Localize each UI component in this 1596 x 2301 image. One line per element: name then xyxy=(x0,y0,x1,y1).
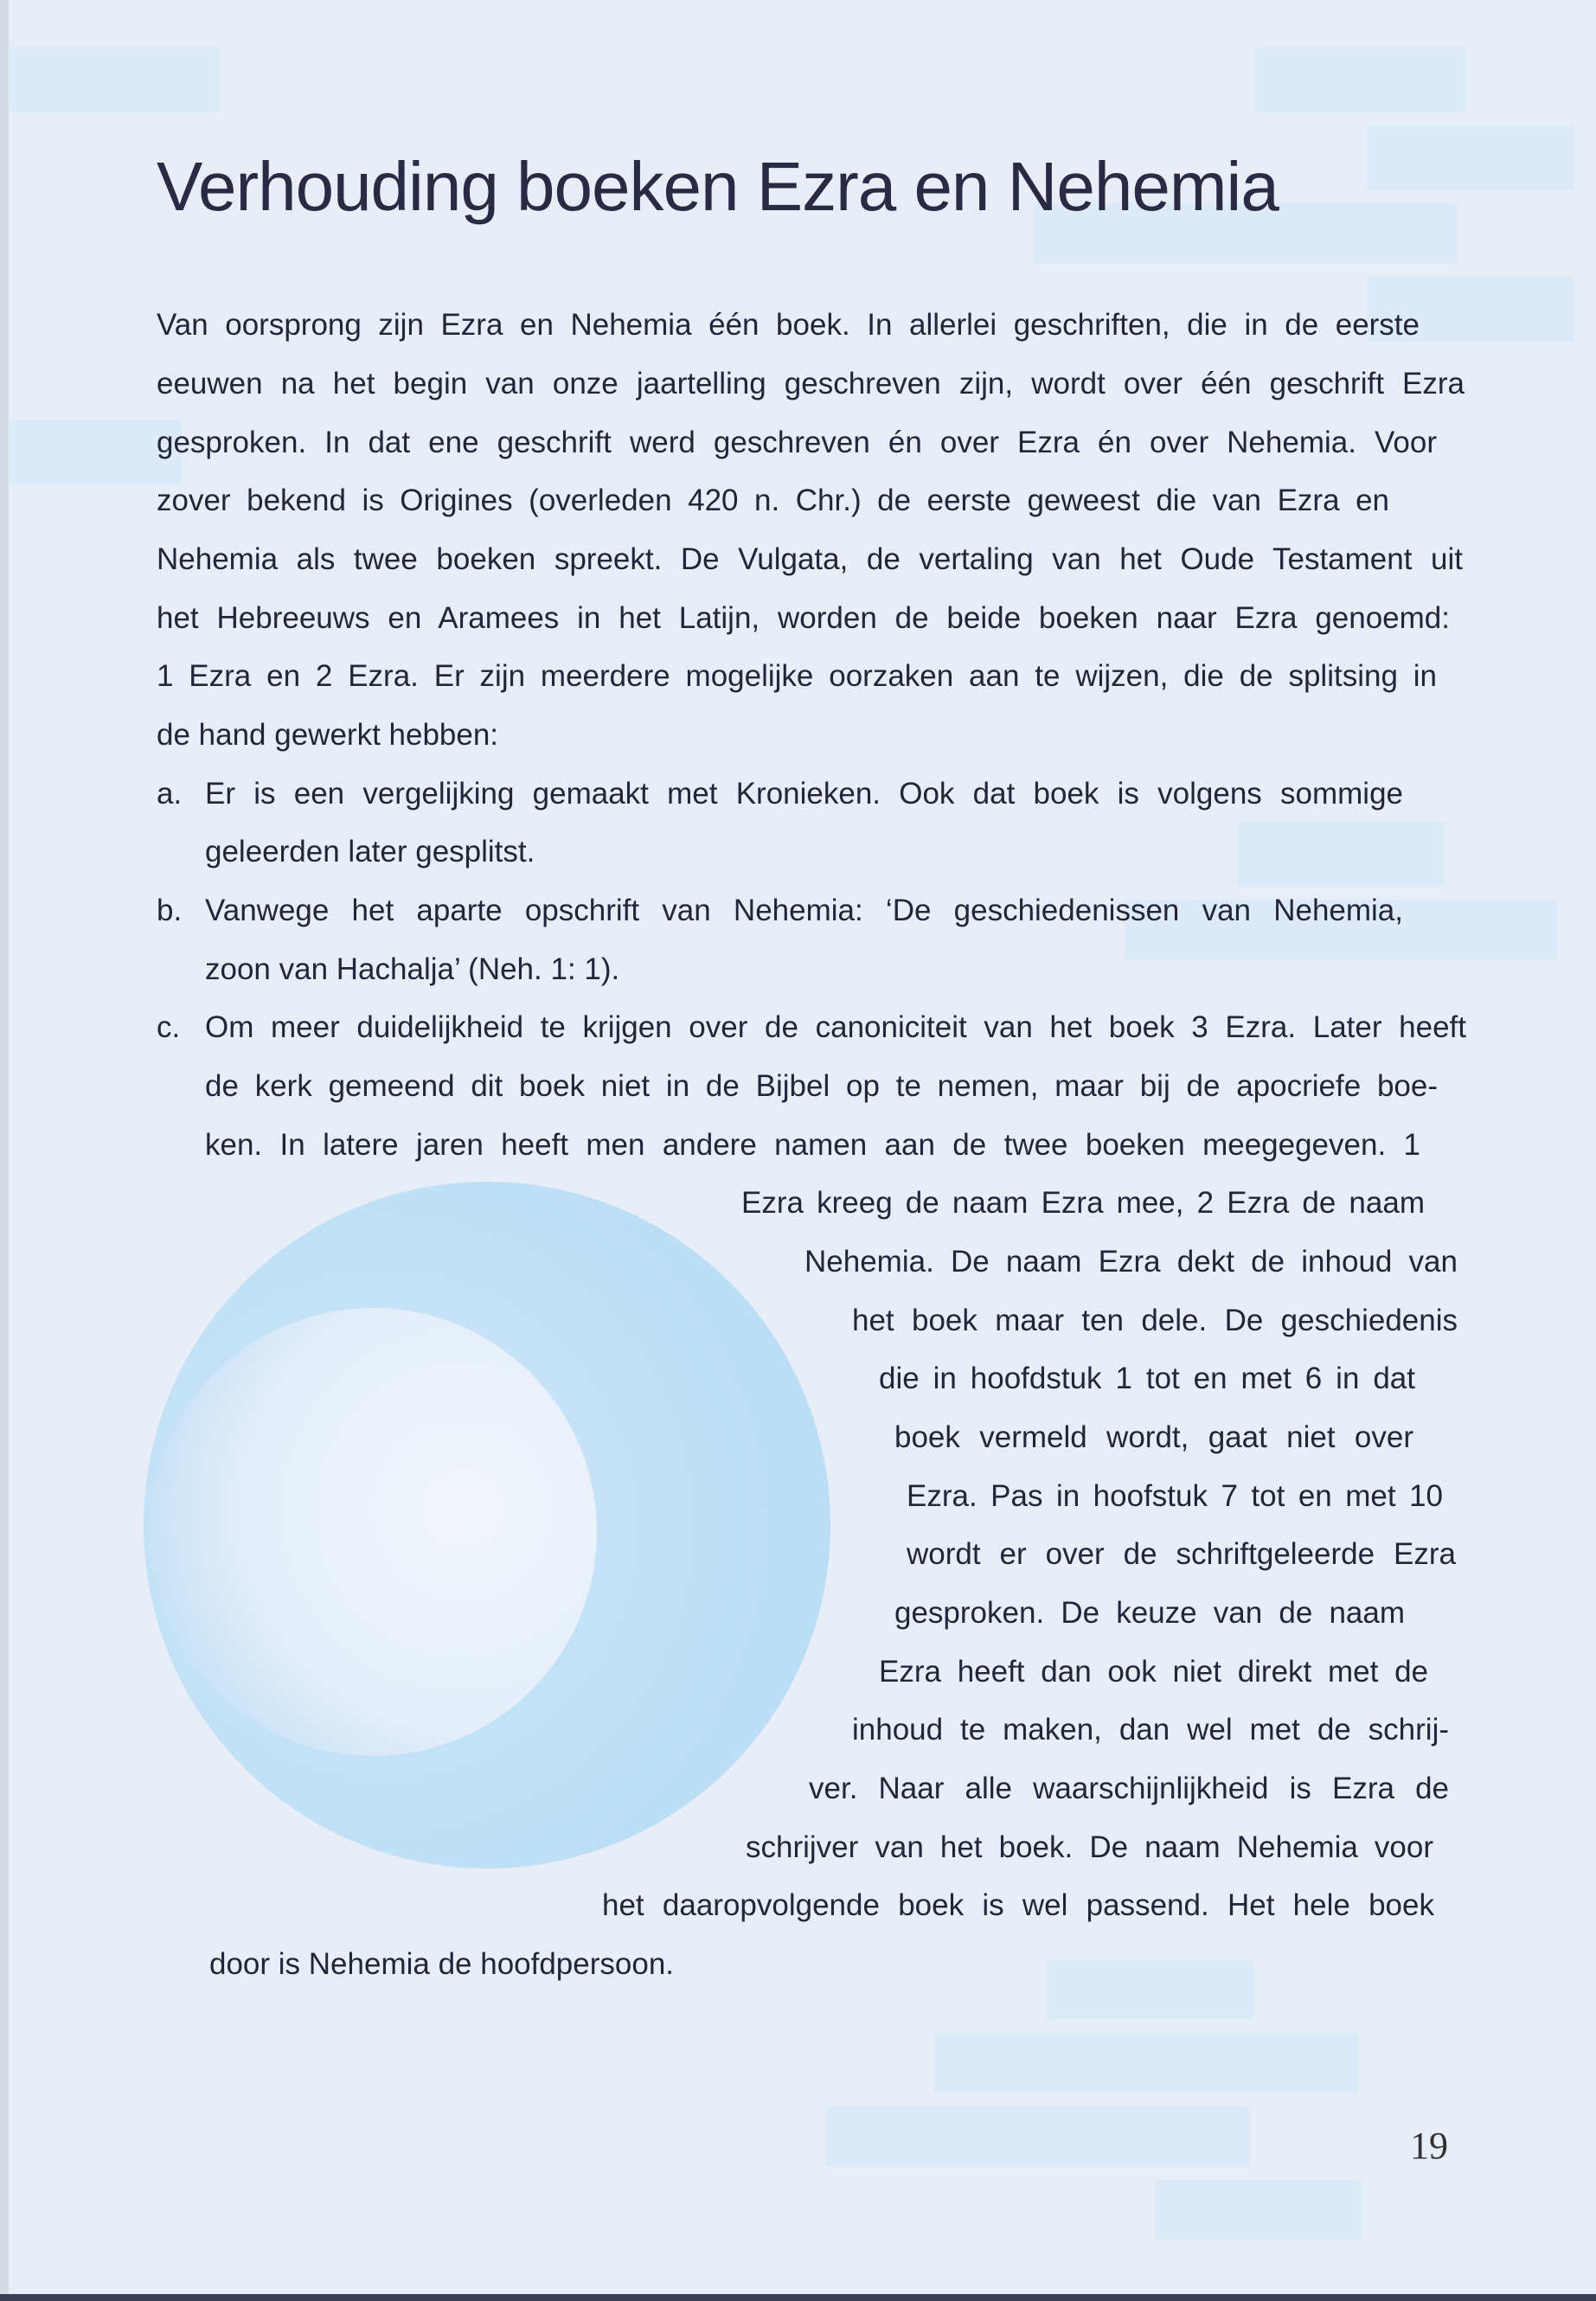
shaped-line: wordt er over de schriftgeleerde Ezra xyxy=(907,1537,1456,1571)
shaped-line: boek vermeld wordt, gaat niet over xyxy=(894,1420,1413,1454)
paragraph-line: zover bekend is Origines (overleden 420 n. Chr.) de eerste geweest die van Ezra en xyxy=(157,484,1389,517)
list-item-line: Er is een vergelijking gemaakt met Kronieken. Ook dat boek is volgens sommige xyxy=(205,777,1403,811)
shaped-line: schrijver van het boek. De naam Nehemia voor xyxy=(746,1830,1433,1864)
page-bottom-edge xyxy=(0,2294,1596,2301)
background-block xyxy=(1237,822,1445,887)
list-marker: c. xyxy=(157,1010,181,1044)
shaped-line: Nehemia. De naam Ezra dekt de inhoud van xyxy=(804,1245,1458,1279)
shaped-line: die in hoofdstuk 1 tot en met 6 in dat xyxy=(879,1362,1415,1395)
decorative-inner-circle xyxy=(149,1308,597,1756)
background-block xyxy=(1155,2180,1362,2240)
list-item-line: Om meer duidelijkheid te krijgen over de canoniciteit van het boek 3 Ezra. Later heeft xyxy=(205,1010,1466,1044)
shaped-line: het boek maar ten dele. De geschiedenis xyxy=(852,1304,1458,1337)
background-block xyxy=(9,48,221,112)
paragraph-line: de hand gewerkt hebben: xyxy=(157,718,499,752)
shaped-line: door is Nehemia de hoofdpersoon. xyxy=(209,1947,675,1981)
shaped-line: ver. Naar alle waarschijnlijkheid is Ezra de xyxy=(809,1772,1449,1805)
paragraph-line: eeuwen na het begin van onze jaartelling geschreven zijn, wordt over één geschrift Ezra xyxy=(157,367,1465,401)
background-block xyxy=(1047,1959,1254,2020)
background-block xyxy=(826,2106,1250,2167)
paragraph-line: gesproken. In dat ene geschrift werd geschreven én over Ezra én over Nehemia. Voor xyxy=(157,426,1437,459)
paragraph-line: Van oorsprong zijn Ezra en Nehemia één boek. In allerlei geschriften, die in de eerste xyxy=(157,308,1420,342)
background-block xyxy=(9,420,182,484)
shaped-line: gesproken. De keuze van de naam xyxy=(894,1596,1405,1630)
background-block xyxy=(1367,125,1574,190)
list-marker: b. xyxy=(157,894,183,927)
page-number: 19 xyxy=(1410,2125,1448,2167)
background-block xyxy=(934,2033,1358,2093)
paragraph-line: 1 Ezra en 2 Ezra. Er zijn meerdere mogelijke oorzaken aan te wijzen, die de splitsing in xyxy=(157,659,1437,693)
paragraph-line: het Hebreeuws en Aramees in het Latijn, worden de beide boeken naar Ezra genoemd: xyxy=(157,601,1450,635)
list-item-line: ken. In latere jaren heeft men andere namen aan de twee boeken meegegeven. 1 xyxy=(205,1128,1420,1162)
shaped-line: Ezra kreeg de naam Ezra mee, 2 Ezra de naam xyxy=(741,1186,1425,1220)
shaped-line: Ezra heeft dan ook niet direkt met de xyxy=(879,1655,1428,1689)
page-edge xyxy=(0,0,9,2301)
paragraph-line: Nehemia als twee boeken spreekt. De Vulgata, de vertaling van het Oude Testament uit xyxy=(157,542,1463,576)
page-title: Verhouding boeken Ezra en Nehemia xyxy=(157,148,1279,225)
list-item-line: de kerk gemeend dit boek niet in de Bijbel op te nemen, maar bij de apocriefe boe- xyxy=(205,1069,1438,1103)
list-item-line: zoon van Hachalja’ (Neh. 1: 1). xyxy=(205,952,620,986)
shaped-line: het daaropvolgende boek is wel passend. Het hele boek xyxy=(602,1888,1434,1922)
list-marker: a. xyxy=(157,777,183,811)
list-item-line: geleerden later gesplitst. xyxy=(205,835,535,868)
background-block xyxy=(1254,48,1466,112)
list-item-line: Vanwege het aparte opschrift van Nehemia: ‘De geschiedenissen van Nehemia, xyxy=(205,894,1403,927)
shaped-line: Ezra. Pas in hoofstuk 7 tot en met 10 xyxy=(907,1479,1443,1513)
shaped-line: inhoud te maken, dan wel met de schrij- xyxy=(852,1713,1449,1747)
